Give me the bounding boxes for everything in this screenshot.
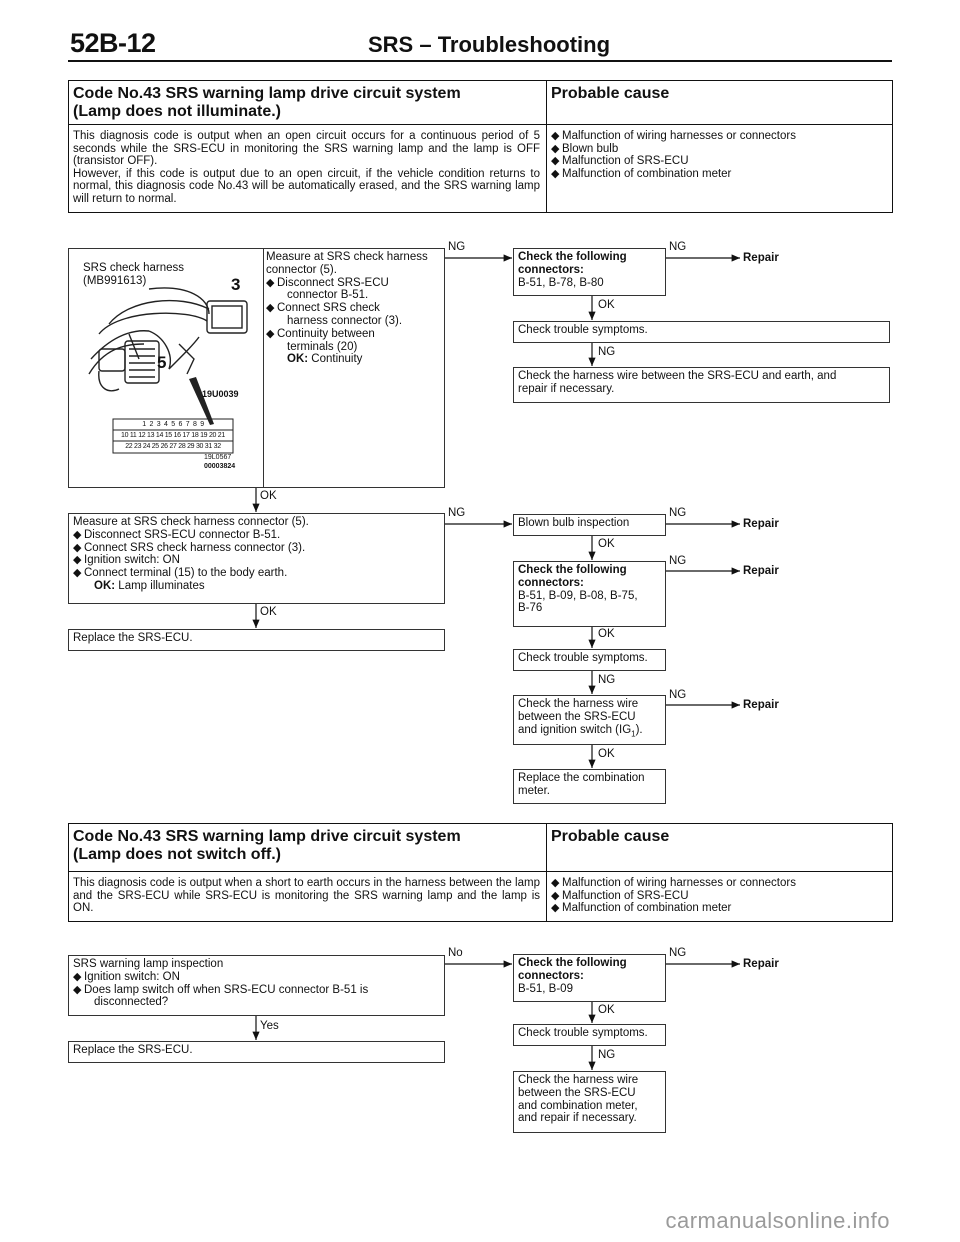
- ng-label: NG: [669, 689, 687, 701]
- cause-item: ◆ Malfunction of wiring harnesses or connectors: [551, 877, 796, 889]
- replace-srs-ecu-1: Replace the SRS-ECU.: [68, 629, 445, 651]
- watermark: carmanualsonline.info: [665, 1208, 890, 1233]
- callout-5: 5: [157, 353, 167, 372]
- page-title: SRS – Troubleshooting: [368, 32, 611, 57]
- ok-label: OK: [598, 299, 615, 311]
- table-body: [69, 872, 892, 921]
- callout-3: 3: [231, 275, 241, 294]
- check-harness-ig1: Check the harness wire between the SRS-ECU and ignition switch $(IG_1)$.: [513, 695, 666, 745]
- probable-cause-heading: Probable cause: [551, 85, 670, 102]
- ng-label: NG: [598, 346, 616, 358]
- harness-figure: [69, 249, 264, 487]
- ok-label: OK: [598, 628, 615, 640]
- cause-item: ◆ Malfunction of SRS-ECU: [551, 155, 689, 168]
- ng-label: NG: [448, 241, 466, 253]
- blown-bulb-inspection: Blown bulb inspection: [513, 514, 666, 536]
- check-trouble-symptoms-3: Check trouble symptoms.: [513, 1024, 666, 1046]
- check-connectors-2: Check the following connectors: B-51, B-09, B-08, B-75, B-76: [513, 561, 666, 627]
- ok-label: OK: [598, 748, 615, 760]
- ng-label: NG: [669, 555, 687, 567]
- ng-label: NG: [669, 241, 687, 253]
- code-title-line2: (Lamp does not switch off.): [73, 846, 281, 863]
- check-connectors-1: Check the following connectors: B-51, B-78, B-80: [513, 248, 666, 296]
- harness-check-step: [68, 248, 445, 488]
- cause-item: ◆ Blown bulb: [551, 142, 619, 155]
- code43-short-table: [68, 823, 893, 922]
- no-label: No: [448, 947, 463, 959]
- repair-label: Repair: [743, 699, 779, 711]
- replace-combination-meter: Replace the combination meter.: [513, 769, 666, 804]
- replace-srs-ecu-2: Replace the SRS-ECU.: [68, 1041, 445, 1063]
- table-header: [69, 824, 892, 872]
- repair-label: Repair: [743, 565, 779, 577]
- figure-code: 19U0039: [202, 389, 239, 399]
- probable-cause-heading: Probable cause: [551, 828, 670, 845]
- code-title-line1: Code No.43 SRS warning lamp drive circuit system: [73, 828, 461, 845]
- pin-row: 1 2 3 4 5 6 7 8 9: [142, 421, 204, 428]
- yes-label: Yes: [260, 1020, 279, 1032]
- pin-row: 22 23 24 25 26 27 28 29 30 31 32: [125, 443, 221, 450]
- harness-label: SRS check harness (MB991613): [83, 262, 184, 287]
- ok-label: OK: [598, 1004, 615, 1016]
- pin-row: 10 11 12 13 14 15 16 17 18 19 20 21: [121, 432, 225, 439]
- figure-codes: 19L0567 00003824: [204, 454, 236, 470]
- ng-label: NG: [669, 947, 687, 959]
- check-harness-earth: Check the harness wire between the SRS-ECU and earth, and repair if necessary.: [513, 367, 890, 403]
- ng-label: NG: [448, 507, 466, 519]
- ok-label: OK: [598, 538, 615, 550]
- warning-lamp-inspection: SRS warning lamp inspection ◆ Ignition switch: ON ◆ Does lamp switch off when SRS-ECU connector B-51 is disconnected?: [68, 955, 445, 1016]
- check-trouble-symptoms-1: Check trouble symptoms.: [513, 321, 890, 343]
- code-title: [69, 824, 547, 871]
- code-description: This diagnosis code is output when an open circuit occurs for a continuous period of 5 seconds while the SRS-ECU in monitoring the SRS warning lamp and the lamp is OFF (transistor OFF). However, if this code is output due to an open circuit, if the vehicle condition returns to normal, this diagnosis code No.43 will be automatically erased, and the SRS warning lamp will return to normal.: [69, 125, 547, 212]
- ok-label: OK: [260, 606, 277, 618]
- page-code: 52B-12: [70, 28, 156, 58]
- cause-item: ◆ Malfunction of SRS-ECU: [551, 889, 689, 902]
- probable-cause-list: [547, 872, 892, 921]
- ng-label: NG: [669, 507, 687, 519]
- code-description: This diagnosis code is output when a short to earth occurs in the harness between the lamp and the SRS-ECU while SRS-ECU is monitoring the SRS warning lamp and the lamp is ON.: [69, 872, 547, 921]
- cause-item: ◆ Malfunction of combination meter: [551, 167, 732, 180]
- code-title-line1: Code No.43 SRS warning lamp drive circuit system: [73, 85, 461, 102]
- check-trouble-symptoms-2: Check trouble symptoms.: [513, 649, 666, 671]
- code-title-line2: (Lamp does not illuminate.): [73, 103, 282, 120]
- lamp-measure-step: Measure at SRS check harness connector (5). ◆ Disconnect SRS-ECU connector B-51. ◆ Connect SRS check harness connector (3). ◆ Ignition switch: ON ◆ Connect terminal (15) to the body earth. OK: Lamp illuminates: [68, 513, 445, 604]
- harness-check-text: Measure at SRS check harness connector (5). ◆ Disconnect SRS-ECU connector B-51. ◆ Connect SRS check harness connector (3). ◆ Continuity between terminals (20) OK: Continuity: [266, 251, 428, 366]
- ng-label: NG: [598, 1049, 616, 1061]
- check-connectors-3: Check the following connectors: B-51, B-09: [513, 954, 666, 1002]
- repair-label: Repair: [743, 252, 779, 264]
- cause-item: ◆ Malfunction of wiring harnesses or connectors: [551, 130, 796, 142]
- ng-label: NG: [598, 674, 616, 686]
- cause-item: ◆ Malfunction of combination meter: [551, 902, 732, 915]
- check-harness-meter: Check the harness wire between the SRS-ECU and combination meter, and repair if necessary.: [513, 1071, 666, 1133]
- repair-label: Repair: [743, 518, 779, 530]
- connector-pin-grid: [113, 419, 233, 452]
- repair-label: Repair: [743, 958, 779, 970]
- ok-label: OK: [260, 490, 277, 502]
